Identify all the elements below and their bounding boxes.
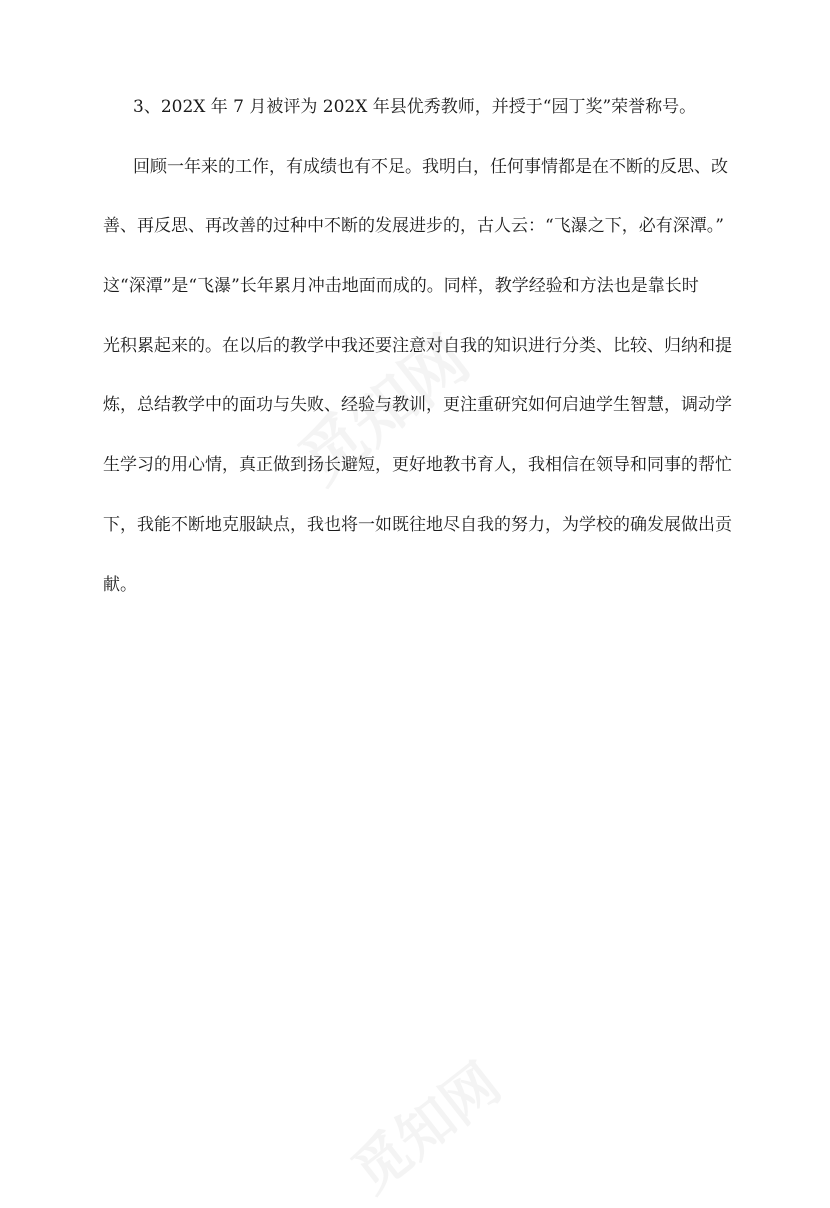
document-body — [103, 97, 732, 634]
watermark — [333, 1042, 515, 1208]
text-line: 下，我能不断地克服缺点，我也将一如既往地尽自我的努力，为学校的确发展做出贡 — [103, 514, 732, 535]
text-line: 这“深潭”是“飞瀑”长年累月冲击地面而成的。同样，教学经验和方法也是靠长时 — [103, 276, 699, 297]
text-line: 献。 — [103, 574, 137, 595]
text-line: 炼，总结教学中的面功与失败、经验与教训，更注重研究如何启迪学生智慧，调动学 — [103, 395, 732, 416]
text-line: 光积累起来的。在以后的教学中我还要注意对自我的知识进行分类、比较、归纳和提 — [103, 335, 732, 356]
text-line: 善、再反思、再改善的过种中不断的发展进步的，古人云：“飞瀑之下，必有深潭。” — [103, 216, 724, 237]
text-line: 回顾一年来的工作，有成绩也有不足。我明白，任何事情都是在不断的反思、改 — [133, 156, 728, 177]
text-line: 生学习的用心情，真正做到扬长避短，更好地教书育人，我相信在领导和同事的帮忙 — [103, 455, 732, 476]
text-line: 3、202X 年 7 月被评为 202X 年县优秀教师，并授于“园丁奖”荣誉称号。 — [133, 97, 697, 117]
